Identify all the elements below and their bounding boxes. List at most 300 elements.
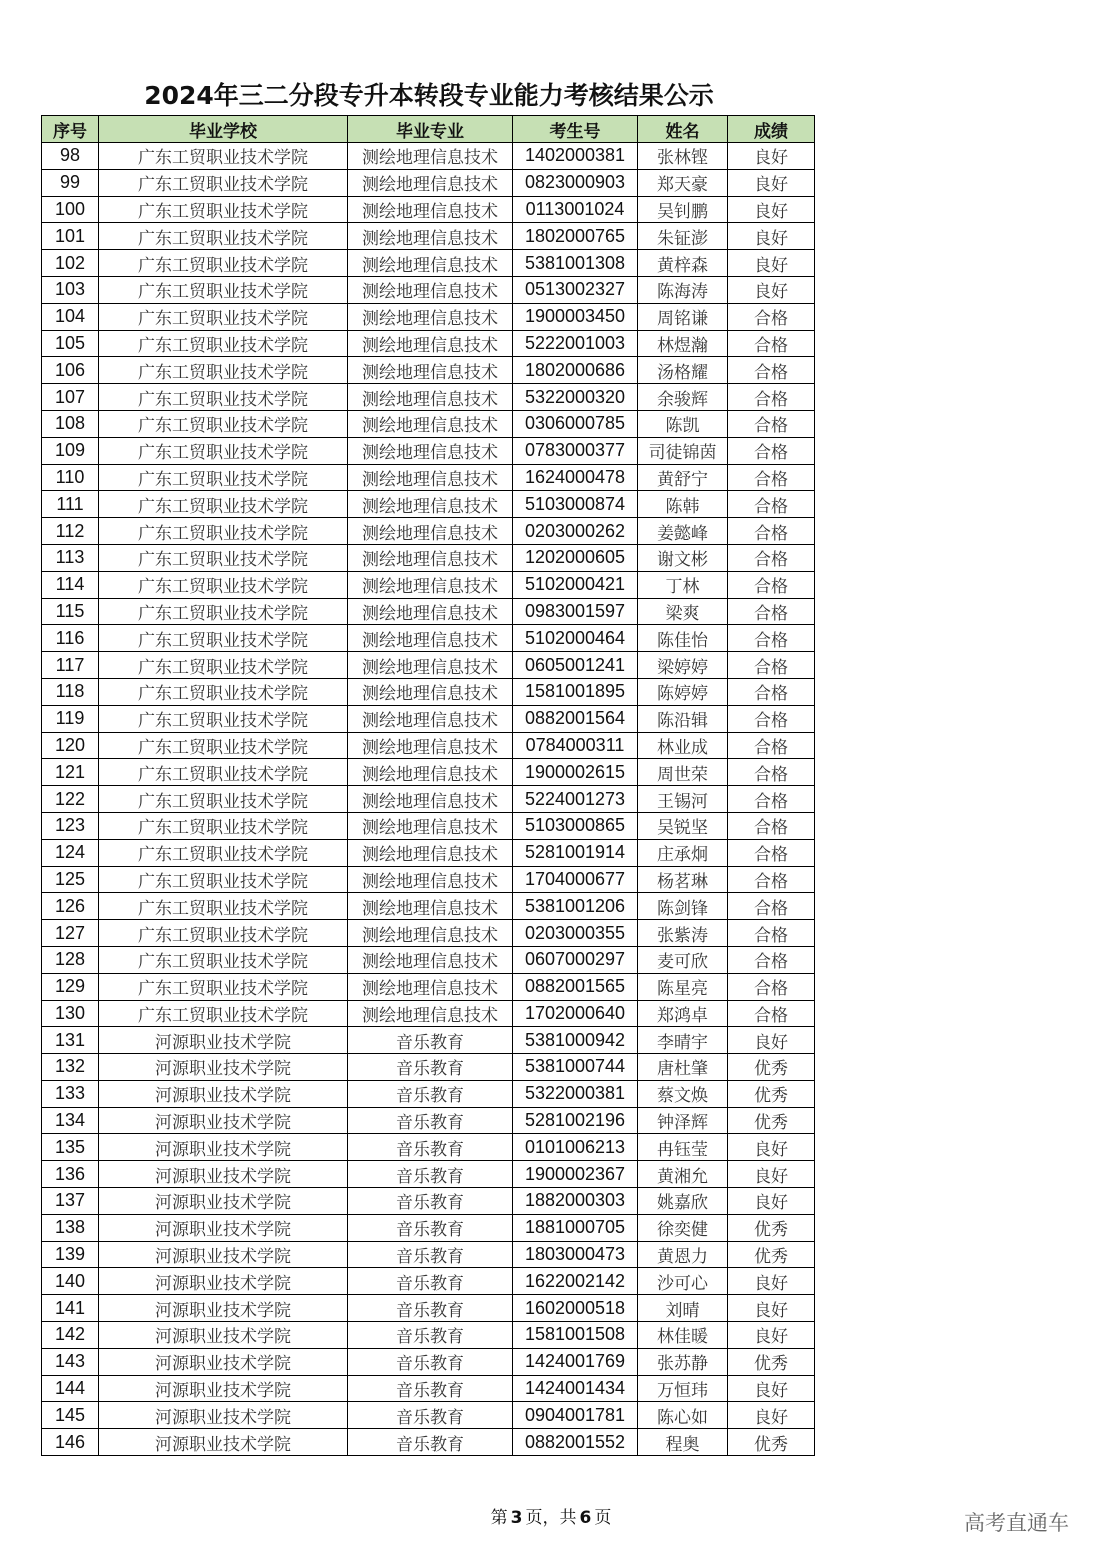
cell-exam-id: 1424001434 <box>513 1375 638 1402</box>
cell-school: 河源职业技术学院 <box>99 1214 348 1241</box>
cell-grade: 合格 <box>728 839 815 866</box>
cell-school: 广东工贸职业技术学院 <box>99 250 348 277</box>
table-row <box>42 1268 815 1295</box>
cell-exam-id: 1900003450 <box>513 303 638 330</box>
cell-grade: 良好 <box>728 223 815 250</box>
cell-school: 广东工贸职业技术学院 <box>99 839 348 866</box>
cell-name: 陈海涛 <box>638 276 728 303</box>
cell-name: 张苏静 <box>638 1348 728 1375</box>
cell-index: 144 <box>42 1375 99 1402</box>
cell-grade: 良好 <box>728 1027 815 1054</box>
cell-exam-id: 5322000381 <box>513 1080 638 1107</box>
table-row <box>42 1027 815 1054</box>
cell-name: 麦可欣 <box>638 946 728 973</box>
cell-school: 广东工贸职业技术学院 <box>99 866 348 893</box>
table-row <box>42 625 815 652</box>
table-row <box>42 1375 815 1402</box>
table-row <box>42 464 815 491</box>
cell-index: 110 <box>42 464 99 491</box>
column-header-name: 姓名 <box>638 116 728 143</box>
cell-school: 广东工贸职业技术学院 <box>99 759 348 786</box>
cell-major: 测绘地理信息技术 <box>348 410 513 437</box>
cell-major: 音乐教育 <box>348 1402 513 1429</box>
cell-index: 136 <box>42 1161 99 1188</box>
cell-index: 124 <box>42 839 99 866</box>
cell-exam-id: 0882001552 <box>513 1429 638 1456</box>
cell-grade: 合格 <box>728 732 815 759</box>
cell-exam-id: 5103000874 <box>513 491 638 518</box>
table-row <box>42 250 815 277</box>
cell-exam-id: 1881000705 <box>513 1214 638 1241</box>
table-row <box>42 410 815 437</box>
cell-name: 吴锐坚 <box>638 812 728 839</box>
cell-school: 广东工贸职业技术学院 <box>99 705 348 732</box>
cell-index: 122 <box>42 786 99 813</box>
cell-grade: 良好 <box>728 143 815 170</box>
column-header-school: 毕业学校 <box>99 116 348 143</box>
cell-name: 黄湘允 <box>638 1161 728 1188</box>
cell-name: 丁林 <box>638 571 728 598</box>
cell-index: 134 <box>42 1107 99 1134</box>
cell-major: 测绘地理信息技术 <box>348 812 513 839</box>
cell-major: 测绘地理信息技术 <box>348 678 513 705</box>
cell-name: 郑鸿卓 <box>638 1000 728 1027</box>
cell-school: 广东工贸职业技术学院 <box>99 437 348 464</box>
cell-major: 音乐教育 <box>348 1188 513 1215</box>
cell-name: 蔡文焕 <box>638 1080 728 1107</box>
footer-total-pages: 6 <box>579 1508 592 1528</box>
cell-grade: 合格 <box>728 437 815 464</box>
cell-index: 105 <box>42 330 99 357</box>
cell-grade: 良好 <box>728 1161 815 1188</box>
cell-grade: 良好 <box>728 1402 815 1429</box>
table-row <box>42 678 815 705</box>
cell-name: 张林铿 <box>638 143 728 170</box>
cell-grade: 合格 <box>728 625 815 652</box>
cell-grade: 良好 <box>728 1188 815 1215</box>
cell-major: 音乐教育 <box>348 1214 513 1241</box>
cell-school: 河源职业技术学院 <box>99 1402 348 1429</box>
cell-grade: 合格 <box>728 812 815 839</box>
cell-name: 陈星亮 <box>638 973 728 1000</box>
cell-grade: 合格 <box>728 759 815 786</box>
cell-grade: 良好 <box>728 250 815 277</box>
table-row <box>42 1241 815 1268</box>
cell-index: 111 <box>42 491 99 518</box>
cell-name: 郑天豪 <box>638 169 728 196</box>
cell-grade: 优秀 <box>728 1241 815 1268</box>
cell-name: 冉钰莹 <box>638 1134 728 1161</box>
cell-exam-id: 5103000865 <box>513 812 638 839</box>
cell-grade: 合格 <box>728 946 815 973</box>
table-row <box>42 598 815 625</box>
cell-school: 广东工贸职业技术学院 <box>99 973 348 1000</box>
cell-school: 广东工贸职业技术学院 <box>99 464 348 491</box>
cell-index: 121 <box>42 759 99 786</box>
cell-exam-id: 0607000297 <box>513 946 638 973</box>
cell-major: 测绘地理信息技术 <box>348 143 513 170</box>
cell-name: 陈心如 <box>638 1402 728 1429</box>
cell-grade: 合格 <box>728 705 815 732</box>
cell-exam-id: 5222001003 <box>513 330 638 357</box>
cell-school: 广东工贸职业技术学院 <box>99 625 348 652</box>
cell-index: 103 <box>42 276 99 303</box>
cell-grade: 合格 <box>728 652 815 679</box>
table-row <box>42 946 815 973</box>
cell-school: 广东工贸职业技术学院 <box>99 786 348 813</box>
cell-name: 林佳暖 <box>638 1322 728 1349</box>
table-row <box>42 705 815 732</box>
cell-index: 113 <box>42 544 99 571</box>
cell-name: 周铭谦 <box>638 303 728 330</box>
cell-major: 音乐教育 <box>348 1080 513 1107</box>
cell-index: 118 <box>42 678 99 705</box>
cell-index: 131 <box>42 1027 99 1054</box>
cell-index: 99 <box>42 169 99 196</box>
cell-index: 130 <box>42 1000 99 1027</box>
cell-school: 广东工贸职业技术学院 <box>99 384 348 411</box>
cell-name: 姚嘉欣 <box>638 1188 728 1215</box>
cell-major: 测绘地理信息技术 <box>348 946 513 973</box>
cell-exam-id: 0882001565 <box>513 973 638 1000</box>
cell-index: 139 <box>42 1241 99 1268</box>
table-row <box>42 652 815 679</box>
table-row <box>42 518 815 545</box>
cell-exam-id: 0513002327 <box>513 276 638 303</box>
cell-exam-id: 5224001273 <box>513 786 638 813</box>
cell-name: 陈剑锋 <box>638 893 728 920</box>
cell-major: 音乐教育 <box>348 1134 513 1161</box>
cell-grade: 合格 <box>728 866 815 893</box>
cell-index: 100 <box>42 196 99 223</box>
table-row <box>42 839 815 866</box>
cell-exam-id: 0904001781 <box>513 1402 638 1429</box>
cell-school: 河源职业技术学院 <box>99 1188 348 1215</box>
cell-school: 广东工贸职业技术学院 <box>99 169 348 196</box>
cell-exam-id: 5102000421 <box>513 571 638 598</box>
cell-name: 黄梓森 <box>638 250 728 277</box>
table-row <box>42 1000 815 1027</box>
table-row <box>42 732 815 759</box>
cell-index: 109 <box>42 437 99 464</box>
cell-name: 钟泽辉 <box>638 1107 728 1134</box>
cell-grade: 良好 <box>728 1134 815 1161</box>
cell-grade: 合格 <box>728 384 815 411</box>
cell-name: 汤格耀 <box>638 357 728 384</box>
cell-school: 河源职业技术学院 <box>99 1054 348 1081</box>
cell-grade: 合格 <box>728 1000 815 1027</box>
cell-grade: 良好 <box>728 1295 815 1322</box>
cell-grade: 优秀 <box>728 1054 815 1081</box>
cell-major: 测绘地理信息技术 <box>348 169 513 196</box>
cell-grade: 合格 <box>728 893 815 920</box>
cell-exam-id: 1624000478 <box>513 464 638 491</box>
cell-grade: 合格 <box>728 357 815 384</box>
table-row <box>42 491 815 518</box>
cell-major: 测绘地理信息技术 <box>348 786 513 813</box>
cell-school: 广东工贸职业技术学院 <box>99 303 348 330</box>
table-row <box>42 786 815 813</box>
cell-index: 143 <box>42 1348 99 1375</box>
table-row <box>42 169 815 196</box>
table-header-row <box>42 116 815 143</box>
cell-grade: 良好 <box>728 1322 815 1349</box>
cell-name: 陈韩 <box>638 491 728 518</box>
cell-grade: 良好 <box>728 1375 815 1402</box>
cell-index: 129 <box>42 973 99 1000</box>
page-footer <box>0 1503 1102 1528</box>
cell-index: 125 <box>42 866 99 893</box>
cell-index: 132 <box>42 1054 99 1081</box>
cell-index: 115 <box>42 598 99 625</box>
cell-major: 测绘地理信息技术 <box>348 1000 513 1027</box>
cell-name: 姜懿峰 <box>638 518 728 545</box>
cell-index: 117 <box>42 652 99 679</box>
cell-exam-id: 5102000464 <box>513 625 638 652</box>
cell-grade: 合格 <box>728 571 815 598</box>
cell-exam-id: 1622002142 <box>513 1268 638 1295</box>
column-header-grade: 成绩 <box>728 116 815 143</box>
cell-grade: 合格 <box>728 518 815 545</box>
cell-grade: 优秀 <box>728 1429 815 1456</box>
cell-name: 陈婷婷 <box>638 678 728 705</box>
cell-exam-id: 0306000785 <box>513 410 638 437</box>
table-row <box>42 1188 815 1215</box>
table-row <box>42 1322 815 1349</box>
cell-index: 106 <box>42 357 99 384</box>
cell-name: 周世荣 <box>638 759 728 786</box>
cell-school: 河源职业技术学院 <box>99 1429 348 1456</box>
cell-school: 河源职业技术学院 <box>99 1295 348 1322</box>
cell-name: 黄舒宁 <box>638 464 728 491</box>
cell-exam-id: 1602000518 <box>513 1295 638 1322</box>
cell-index: 145 <box>42 1402 99 1429</box>
cell-name: 杨茗琳 <box>638 866 728 893</box>
table-row <box>42 893 815 920</box>
column-header-major: 毕业专业 <box>348 116 513 143</box>
cell-school: 广东工贸职业技术学院 <box>99 946 348 973</box>
cell-name: 程奥 <box>638 1429 728 1456</box>
cell-school: 河源职业技术学院 <box>99 1107 348 1134</box>
cell-exam-id: 5381000744 <box>513 1054 638 1081</box>
cell-grade: 合格 <box>728 464 815 491</box>
cell-major: 测绘地理信息技术 <box>348 518 513 545</box>
cell-school: 河源职业技术学院 <box>99 1134 348 1161</box>
cell-exam-id: 0784000311 <box>513 732 638 759</box>
cell-major: 测绘地理信息技术 <box>348 705 513 732</box>
cell-name: 余骏辉 <box>638 384 728 411</box>
cell-school: 广东工贸职业技术学院 <box>99 276 348 303</box>
cell-index: 116 <box>42 625 99 652</box>
table-row <box>42 384 815 411</box>
cell-exam-id: 1900002367 <box>513 1161 638 1188</box>
cell-index: 137 <box>42 1188 99 1215</box>
table-row <box>42 920 815 947</box>
cell-grade: 合格 <box>728 786 815 813</box>
cell-major: 测绘地理信息技术 <box>348 437 513 464</box>
cell-school: 广东工贸职业技术学院 <box>99 491 348 518</box>
cell-index: 140 <box>42 1268 99 1295</box>
cell-grade: 合格 <box>728 598 815 625</box>
cell-name: 林煜瀚 <box>638 330 728 357</box>
cell-school: 广东工贸职业技术学院 <box>99 1000 348 1027</box>
cell-name: 陈凯 <box>638 410 728 437</box>
cell-exam-id: 1802000765 <box>513 223 638 250</box>
table-row <box>42 330 815 357</box>
cell-exam-id: 1402000381 <box>513 143 638 170</box>
cell-school: 广东工贸职业技术学院 <box>99 544 348 571</box>
cell-grade: 良好 <box>728 1268 815 1295</box>
cell-grade: 优秀 <box>728 1080 815 1107</box>
cell-major: 音乐教育 <box>348 1161 513 1188</box>
cell-school: 广东工贸职业技术学院 <box>99 652 348 679</box>
cell-major: 测绘地理信息技术 <box>348 544 513 571</box>
cell-major: 测绘地理信息技术 <box>348 759 513 786</box>
cell-exam-id: 1882000303 <box>513 1188 638 1215</box>
table-row <box>42 759 815 786</box>
cell-index: 107 <box>42 384 99 411</box>
cell-major: 测绘地理信息技术 <box>348 276 513 303</box>
cell-exam-id: 0983001597 <box>513 598 638 625</box>
cell-exam-id: 1803000473 <box>513 1241 638 1268</box>
cell-school: 广东工贸职业技术学院 <box>99 920 348 947</box>
cell-school: 河源职业技术学院 <box>99 1268 348 1295</box>
cell-major: 音乐教育 <box>348 1295 513 1322</box>
cell-school: 广东工贸职业技术学院 <box>99 518 348 545</box>
cell-exam-id: 1581001895 <box>513 678 638 705</box>
cell-name: 梁爽 <box>638 598 728 625</box>
cell-index: 135 <box>42 1134 99 1161</box>
table-row <box>42 1161 815 1188</box>
column-header-exam-id: 考生号 <box>513 116 638 143</box>
table-row <box>42 1402 815 1429</box>
cell-index: 114 <box>42 571 99 598</box>
footer-suffix: 页 <box>594 1508 612 1528</box>
page-title: 2024年三二分段专升本转段专业能力考核结果公示 <box>144 81 714 110</box>
cell-grade: 合格 <box>728 330 815 357</box>
cell-school: 河源职业技术学院 <box>99 1375 348 1402</box>
table-row <box>42 357 815 384</box>
cell-grade: 优秀 <box>728 1348 815 1375</box>
cell-exam-id: 5381001206 <box>513 893 638 920</box>
cell-school: 广东工贸职业技术学院 <box>99 678 348 705</box>
cell-major: 音乐教育 <box>348 1429 513 1456</box>
cell-name: 徐奕健 <box>638 1214 728 1241</box>
cell-exam-id: 0113001024 <box>513 196 638 223</box>
cell-name: 陈沿辑 <box>638 705 728 732</box>
cell-exam-id: 1802000686 <box>513 357 638 384</box>
cell-index: 104 <box>42 303 99 330</box>
cell-name: 朱钲澎 <box>638 223 728 250</box>
cell-index: 123 <box>42 812 99 839</box>
cell-name: 司徒锦茵 <box>638 437 728 464</box>
cell-grade: 良好 <box>728 196 815 223</box>
cell-school: 广东工贸职业技术学院 <box>99 223 348 250</box>
cell-exam-id: 1702000640 <box>513 1000 638 1027</box>
results-table <box>41 115 815 1456</box>
cell-name: 吴钊鹏 <box>638 196 728 223</box>
table-row <box>42 437 815 464</box>
cell-school: 广东工贸职业技术学院 <box>99 893 348 920</box>
cell-major: 音乐教育 <box>348 1241 513 1268</box>
cell-index: 127 <box>42 920 99 947</box>
cell-major: 测绘地理信息技术 <box>348 732 513 759</box>
cell-school: 广东工贸职业技术学院 <box>99 571 348 598</box>
cell-exam-id: 0783000377 <box>513 437 638 464</box>
cell-index: 142 <box>42 1322 99 1349</box>
cell-exam-id: 5281002196 <box>513 1107 638 1134</box>
cell-grade: 合格 <box>728 973 815 1000</box>
cell-grade: 合格 <box>728 410 815 437</box>
cell-index: 120 <box>42 732 99 759</box>
cell-index: 128 <box>42 946 99 973</box>
table-row <box>42 276 815 303</box>
table-row <box>42 143 815 170</box>
cell-exam-id: 5281001914 <box>513 839 638 866</box>
cell-major: 测绘地理信息技术 <box>348 464 513 491</box>
cell-index: 146 <box>42 1429 99 1456</box>
cell-grade: 优秀 <box>728 1214 815 1241</box>
cell-major: 测绘地理信息技术 <box>348 330 513 357</box>
cell-school: 广东工贸职业技术学院 <box>99 812 348 839</box>
cell-school: 广东工贸职业技术学院 <box>99 357 348 384</box>
cell-name: 张紫涛 <box>638 920 728 947</box>
table-row <box>42 1295 815 1322</box>
cell-major: 测绘地理信息技术 <box>348 571 513 598</box>
cell-major: 测绘地理信息技术 <box>348 893 513 920</box>
table-row <box>42 544 815 571</box>
cell-name: 沙可心 <box>638 1268 728 1295</box>
cell-index: 141 <box>42 1295 99 1322</box>
cell-school: 河源职业技术学院 <box>99 1241 348 1268</box>
cell-major: 测绘地理信息技术 <box>348 866 513 893</box>
table-row <box>42 223 815 250</box>
cell-grade: 合格 <box>728 491 815 518</box>
cell-school: 河源职业技术学院 <box>99 1348 348 1375</box>
cell-exam-id: 0203000262 <box>513 518 638 545</box>
table-row <box>42 1080 815 1107</box>
table-body <box>42 143 815 1456</box>
cell-school: 河源职业技术学院 <box>99 1027 348 1054</box>
cell-major: 测绘地理信息技术 <box>348 625 513 652</box>
cell-major: 测绘地理信息技术 <box>348 920 513 947</box>
cell-exam-id: 0823000903 <box>513 169 638 196</box>
cell-major: 测绘地理信息技术 <box>348 196 513 223</box>
cell-major: 音乐教育 <box>348 1375 513 1402</box>
cell-name: 陈佳怡 <box>638 625 728 652</box>
cell-exam-id: 0203000355 <box>513 920 638 947</box>
cell-index: 138 <box>42 1214 99 1241</box>
cell-major: 音乐教育 <box>348 1054 513 1081</box>
cell-major: 音乐教育 <box>348 1322 513 1349</box>
cell-name: 庄承炯 <box>638 839 728 866</box>
cell-name: 谢文彬 <box>638 544 728 571</box>
cell-name: 万恒玮 <box>638 1375 728 1402</box>
cell-exam-id: 1202000605 <box>513 544 638 571</box>
cell-exam-id: 1900002615 <box>513 759 638 786</box>
cell-exam-id: 1704000677 <box>513 866 638 893</box>
cell-school: 河源职业技术学院 <box>99 1322 348 1349</box>
cell-major: 测绘地理信息技术 <box>348 491 513 518</box>
cell-name: 黄恩力 <box>638 1241 728 1268</box>
cell-school: 广东工贸职业技术学院 <box>99 410 348 437</box>
cell-major: 测绘地理信息技术 <box>348 357 513 384</box>
cell-major: 测绘地理信息技术 <box>348 384 513 411</box>
table-row <box>42 1214 815 1241</box>
cell-grade: 良好 <box>728 276 815 303</box>
cell-name: 梁婷婷 <box>638 652 728 679</box>
table-row <box>42 866 815 893</box>
